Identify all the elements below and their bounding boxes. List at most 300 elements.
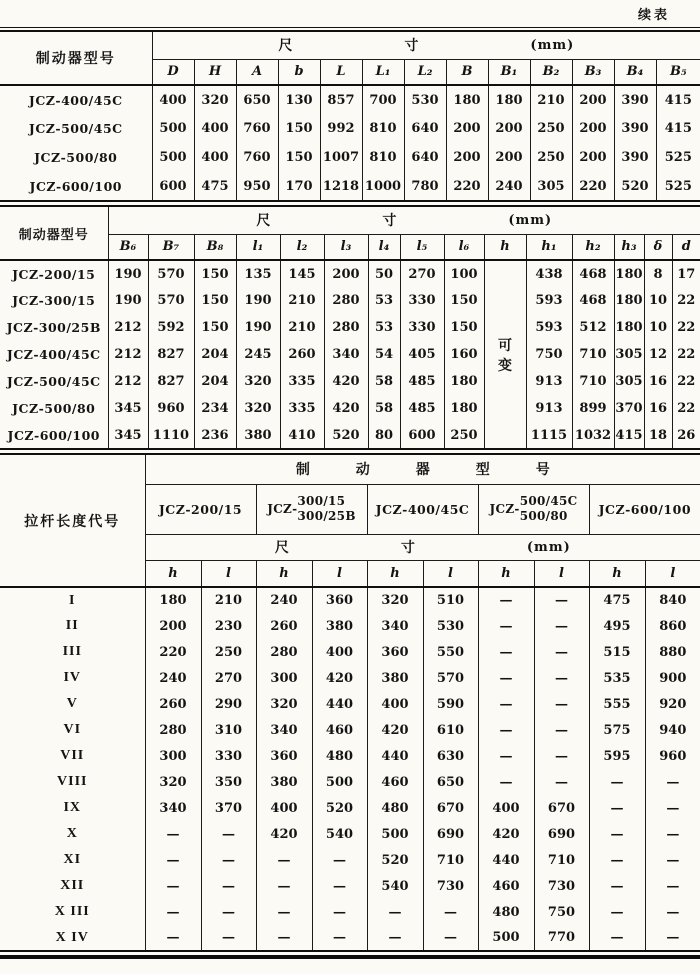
value-cell: 913: [526, 368, 572, 395]
value-cell: 550: [423, 639, 478, 665]
column-letter: h₁: [526, 234, 572, 260]
value-cell: 245: [236, 341, 280, 368]
model-name: JCZ-300/25B: [6, 320, 101, 335]
length-code: V: [66, 696, 78, 711]
value-cell: 234: [194, 395, 236, 422]
value-cell: 150: [194, 260, 236, 287]
value-cell: —: [589, 821, 645, 847]
value-cell: 58: [368, 368, 400, 395]
value-cell: 335: [280, 368, 324, 395]
column-letter: B₂: [530, 59, 572, 85]
value-cell: 12: [644, 341, 672, 368]
length-code: VIII: [57, 774, 88, 789]
value-cell: 370: [614, 395, 644, 422]
value-cell: 500: [152, 143, 194, 172]
value-cell: 200: [488, 114, 530, 143]
value-cell: 360: [312, 587, 367, 613]
value-cell: 640: [404, 114, 446, 143]
value-cell: —: [367, 899, 423, 925]
model-name: JCZ-200/15: [0, 260, 108, 287]
value-cell: 250: [530, 143, 572, 172]
value-cell: 250: [201, 639, 256, 665]
value-cell: 150: [444, 314, 484, 341]
value-cell: 390: [614, 85, 656, 114]
table-row: [0, 587, 700, 613]
model-name: JCZ-400/45C: [0, 85, 152, 114]
value-cell: —: [589, 769, 645, 795]
value-cell: 340: [256, 717, 312, 743]
value-cell: —: [423, 925, 478, 951]
column-letter: h₂: [572, 234, 614, 260]
value-cell: 190: [108, 260, 148, 287]
value-cell: 590: [423, 691, 478, 717]
length-code: XI: [63, 852, 82, 867]
value-cell: 190: [108, 287, 148, 314]
value-cell: —: [478, 665, 534, 691]
value-cell: 380: [256, 769, 312, 795]
column-letter: l₃: [324, 234, 368, 260]
length-code: III: [62, 644, 82, 659]
column-letter: h₃: [614, 234, 644, 260]
value-cell: —: [256, 899, 312, 925]
value-cell: 340: [145, 795, 201, 821]
value-cell: 345: [108, 422, 148, 449]
dimensions-table-1: [0, 30, 700, 202]
column-letter: h: [484, 234, 526, 260]
column-letter: l: [423, 560, 478, 587]
value-cell: —: [312, 899, 367, 925]
model-name: JCZ-500/80: [34, 150, 118, 165]
value-cell: 240: [145, 665, 201, 691]
value-cell: 260: [280, 341, 324, 368]
value-cell: 857: [320, 85, 362, 114]
value-cell: 130: [278, 85, 320, 114]
rod-length-table: [0, 453, 700, 952]
value-cell: 400: [367, 691, 423, 717]
value-cell: 58: [368, 395, 400, 422]
value-cell: 440: [367, 743, 423, 769]
value-cell: 290: [201, 691, 256, 717]
column-letter: b: [278, 59, 320, 85]
value-cell: 200: [572, 143, 614, 172]
value-cell: —: [589, 795, 645, 821]
value-cell: 420: [367, 717, 423, 743]
model-name: JCZ-500/80: [12, 401, 96, 416]
value-cell: 920: [645, 691, 700, 717]
value-cell: 370: [201, 795, 256, 821]
value-cell: 485: [400, 368, 444, 395]
value-cell: 510: [423, 587, 478, 613]
value-cell: 530: [404, 85, 446, 114]
table-row: [0, 639, 700, 665]
value-cell: 595: [589, 743, 645, 769]
value-cell: 650: [236, 85, 278, 114]
value-cell: 640: [404, 143, 446, 172]
value-cell: 520: [312, 795, 367, 821]
value-cell: 330: [400, 287, 444, 314]
value-cell: 500: [367, 821, 423, 847]
table-row: [0, 873, 700, 899]
value-cell: 280: [324, 287, 368, 314]
value-cell: 650: [423, 769, 478, 795]
value-cell: 8: [644, 260, 672, 287]
value-cell: 300: [256, 665, 312, 691]
column-letter: l: [312, 560, 367, 587]
model-header: JCZ- 300/15 300/25B: [256, 484, 367, 534]
value-cell: 180: [614, 260, 644, 287]
value-cell: 320: [367, 587, 423, 613]
value-cell: 190: [236, 314, 280, 341]
value-cell: 345: [108, 395, 148, 422]
value-cell: 593: [526, 314, 572, 341]
length-code: IV: [63, 670, 82, 685]
value-cell: 210: [201, 587, 256, 613]
value-cell: 400: [194, 143, 236, 172]
value-cell: 200: [324, 260, 368, 287]
column-letter: B₆: [108, 234, 148, 260]
value-cell: 880: [645, 639, 700, 665]
value-cell: 22: [672, 287, 700, 314]
length-code: X IV: [55, 929, 89, 945]
table2-row-header: 制动器型号: [18, 226, 89, 242]
table-row: [0, 341, 700, 368]
value-cell: 555: [589, 691, 645, 717]
dim-char: 寸: [404, 39, 419, 55]
value-cell: 204: [194, 341, 236, 368]
value-cell: —: [645, 795, 700, 821]
column-letter: A: [236, 59, 278, 85]
value-cell: 460: [478, 873, 534, 899]
value-cell: —: [256, 847, 312, 873]
value-cell: 150: [194, 314, 236, 341]
length-code: XII: [60, 878, 85, 893]
model-name: JCZ-500/45C: [6, 374, 101, 389]
value-cell: 500: [152, 114, 194, 143]
value-cell: 17: [672, 260, 700, 287]
column-letter: l: [534, 560, 589, 587]
table-row: [0, 143, 700, 172]
value-cell: —: [534, 717, 589, 743]
value-cell: 100: [444, 260, 484, 287]
value-cell: 54: [368, 341, 400, 368]
value-cell: 80: [368, 422, 400, 449]
value-cell: 380: [312, 613, 367, 639]
value-cell: 160: [444, 341, 484, 368]
value-cell: 22: [672, 341, 700, 368]
value-cell: 860: [645, 613, 700, 639]
bottom-rule: [0, 955, 700, 959]
value-cell: 280: [145, 717, 201, 743]
value-cell: 960: [148, 395, 194, 422]
value-cell: 710: [572, 341, 614, 368]
value-cell: 520: [324, 422, 368, 449]
length-code: I: [0, 587, 145, 613]
value-cell: 495: [589, 613, 645, 639]
value-cell: 460: [367, 769, 423, 795]
value-cell: 170: [278, 172, 320, 201]
column-letter: l: [201, 560, 256, 587]
value-cell: 480: [478, 899, 534, 925]
value-cell: 468: [572, 287, 614, 314]
table2-body: [0, 260, 700, 449]
value-cell: 22: [672, 314, 700, 341]
value-cell: 150: [278, 143, 320, 172]
value-cell: 22: [672, 368, 700, 395]
value-cell: 53: [368, 314, 400, 341]
value-cell: 810: [362, 143, 404, 172]
value-cell: —: [145, 925, 201, 951]
value-cell: —: [201, 873, 256, 899]
value-cell: —: [534, 639, 589, 665]
value-cell: 420: [324, 395, 368, 422]
value-cell: 827: [148, 368, 194, 395]
column-letter: l₆: [444, 234, 484, 260]
table3-body: [0, 587, 700, 951]
value-cell: 405: [400, 341, 444, 368]
value-cell: 700: [362, 85, 404, 114]
value-cell: 440: [312, 691, 367, 717]
value-cell: 520: [614, 172, 656, 201]
value-cell: 380: [367, 665, 423, 691]
value-cell: 180: [444, 368, 484, 395]
value-cell: 1218: [320, 172, 362, 201]
variable-char: 变: [498, 358, 512, 374]
value-cell: 480: [367, 795, 423, 821]
value-cell: 310: [201, 717, 256, 743]
value-cell: 438: [526, 260, 572, 287]
value-cell: —: [534, 665, 589, 691]
value-cell: 200: [446, 143, 488, 172]
value-cell: 400: [256, 795, 312, 821]
value-cell: 410: [280, 422, 324, 449]
column-letter: h: [589, 560, 645, 587]
value-cell: 600: [152, 172, 194, 201]
value-cell: 10: [644, 287, 672, 314]
dim-char: 尺: [278, 39, 293, 55]
column-letter: H: [194, 59, 236, 85]
column-letter: D: [152, 59, 194, 85]
value-cell: —: [645, 821, 700, 847]
value-cell: 400: [194, 114, 236, 143]
value-cell: 475: [194, 172, 236, 201]
value-cell: 26: [672, 422, 700, 449]
value-cell: —: [645, 847, 700, 873]
value-cell: 400: [478, 795, 534, 821]
length-code: II: [65, 618, 79, 633]
value-cell: 360: [367, 639, 423, 665]
value-cell: 305: [614, 341, 644, 368]
value-cell: 593: [526, 287, 572, 314]
variable-note: [484, 260, 526, 449]
value-cell: 950: [236, 172, 278, 201]
column-letter: l₂: [280, 234, 324, 260]
value-cell: 730: [423, 873, 478, 899]
value-cell: 390: [614, 143, 656, 172]
value-cell: 1115: [526, 422, 572, 449]
table1-row-header: 制动器型号: [35, 52, 116, 67]
value-cell: 899: [572, 395, 614, 422]
value-cell: —: [256, 925, 312, 951]
column-letter: L: [320, 59, 362, 85]
table-row: [0, 114, 700, 143]
value-cell: 270: [201, 665, 256, 691]
value-cell: 260: [256, 613, 312, 639]
continued-table-label: 续表: [637, 7, 670, 22]
column-letter: B₁: [488, 59, 530, 85]
table2-dim-header: [108, 206, 700, 234]
column-letter: h: [478, 560, 534, 587]
value-cell: 390: [614, 114, 656, 143]
value-cell: 180: [488, 85, 530, 114]
value-cell: 200: [446, 114, 488, 143]
value-cell: 212: [108, 314, 148, 341]
length-code: VII: [60, 748, 85, 763]
value-cell: 220: [446, 172, 488, 201]
value-cell: 340: [324, 341, 368, 368]
value-cell: 760: [236, 114, 278, 143]
value-cell: —: [478, 613, 534, 639]
value-cell: 460: [312, 717, 367, 743]
value-cell: 220: [145, 639, 201, 665]
value-cell: 780: [404, 172, 446, 201]
value-cell: 220: [572, 172, 614, 201]
table1-body: [0, 85, 700, 201]
value-cell: 415: [614, 422, 644, 449]
table-row: [0, 743, 700, 769]
value-cell: 305: [530, 172, 572, 201]
value-cell: 520: [367, 847, 423, 873]
value-cell: 210: [280, 314, 324, 341]
value-cell: 475: [589, 587, 645, 613]
table-row: [0, 717, 700, 743]
value-cell: 320: [256, 691, 312, 717]
value-cell: —: [589, 899, 645, 925]
column-letter: l₁: [236, 234, 280, 260]
column-letter: L₁: [362, 59, 404, 85]
column-letter: h: [145, 560, 201, 587]
length-code: X: [66, 826, 78, 841]
table3-group-header: [145, 454, 700, 484]
value-cell: —: [201, 925, 256, 951]
value-cell: —: [145, 847, 201, 873]
column-letter: d: [672, 234, 700, 260]
value-cell: 415: [656, 85, 700, 114]
value-cell: 420: [256, 821, 312, 847]
value-cell: 810: [362, 114, 404, 143]
value-cell: 500: [312, 769, 367, 795]
table1-dim-header: [152, 31, 700, 59]
model-name: JCZ-500/45C: [28, 121, 123, 136]
value-cell: 400: [152, 85, 194, 114]
table-row: [0, 691, 700, 717]
value-cell: 710: [572, 368, 614, 395]
table-row: [0, 172, 700, 201]
value-cell: 380: [236, 422, 280, 449]
dim-char: 尺: [274, 541, 289, 556]
value-cell: —: [256, 873, 312, 899]
value-cell: 204: [194, 368, 236, 395]
value-cell: 515: [589, 639, 645, 665]
value-cell: 500: [478, 925, 534, 951]
length-code: IX: [63, 800, 82, 815]
value-cell: 1032: [572, 422, 614, 449]
value-cell: —: [423, 899, 478, 925]
value-cell: 135: [236, 260, 280, 287]
value-cell: 200: [572, 85, 614, 114]
value-cell: —: [478, 769, 534, 795]
value-cell: 340: [367, 613, 423, 639]
value-cell: 592: [148, 314, 194, 341]
value-cell: 960: [645, 743, 700, 769]
unit-label: (mm): [530, 37, 575, 53]
value-cell: —: [201, 847, 256, 873]
value-cell: 212: [108, 368, 148, 395]
value-cell: —: [534, 743, 589, 769]
length-code: VI: [63, 722, 82, 737]
model-header: JCZ- 500/45C 500/80: [478, 484, 589, 534]
value-cell: —: [645, 873, 700, 899]
column-letter: B₅: [656, 59, 700, 85]
value-cell: 770: [534, 925, 589, 951]
length-code: X III: [54, 904, 90, 919]
table-row: [0, 422, 700, 449]
value-cell: 200: [488, 143, 530, 172]
table-row: [0, 613, 700, 639]
value-cell: 240: [488, 172, 530, 201]
value-cell: 610: [423, 717, 478, 743]
value-cell: 1110: [148, 422, 194, 449]
value-cell: 570: [423, 665, 478, 691]
value-cell: 570: [148, 287, 194, 314]
value-cell: 16: [644, 395, 672, 422]
value-cell: —: [534, 587, 589, 613]
value-cell: 180: [444, 395, 484, 422]
table-row: [0, 665, 700, 691]
value-cell: 540: [312, 821, 367, 847]
value-cell: —: [589, 925, 645, 951]
value-cell: 190: [236, 287, 280, 314]
value-cell: 512: [572, 314, 614, 341]
column-letter: B₇: [148, 234, 194, 260]
column-letter: L₂: [404, 59, 446, 85]
table-row: [0, 368, 700, 395]
value-cell: —: [312, 873, 367, 899]
value-cell: —: [645, 899, 700, 925]
value-cell: 212: [108, 341, 148, 368]
value-cell: —: [478, 639, 534, 665]
model-header: JCZ-600/100: [589, 484, 700, 534]
value-cell: 468: [572, 260, 614, 287]
value-cell: —: [201, 899, 256, 925]
value-cell: —: [145, 821, 201, 847]
value-cell: 150: [194, 287, 236, 314]
value-cell: 485: [400, 395, 444, 422]
column-letter: B₈: [194, 234, 236, 260]
value-cell: 150: [444, 287, 484, 314]
value-cell: 22: [672, 395, 700, 422]
value-cell: 575: [589, 717, 645, 743]
value-cell: 320: [236, 368, 280, 395]
table-row: [0, 287, 700, 314]
value-cell: 18: [644, 422, 672, 449]
table-row: [0, 925, 700, 951]
value-cell: 180: [614, 314, 644, 341]
value-cell: 750: [534, 899, 589, 925]
value-cell: —: [645, 925, 700, 951]
value-cell: —: [534, 769, 589, 795]
column-letter: B₃: [572, 59, 614, 85]
dimensions-table-2: [0, 205, 700, 450]
